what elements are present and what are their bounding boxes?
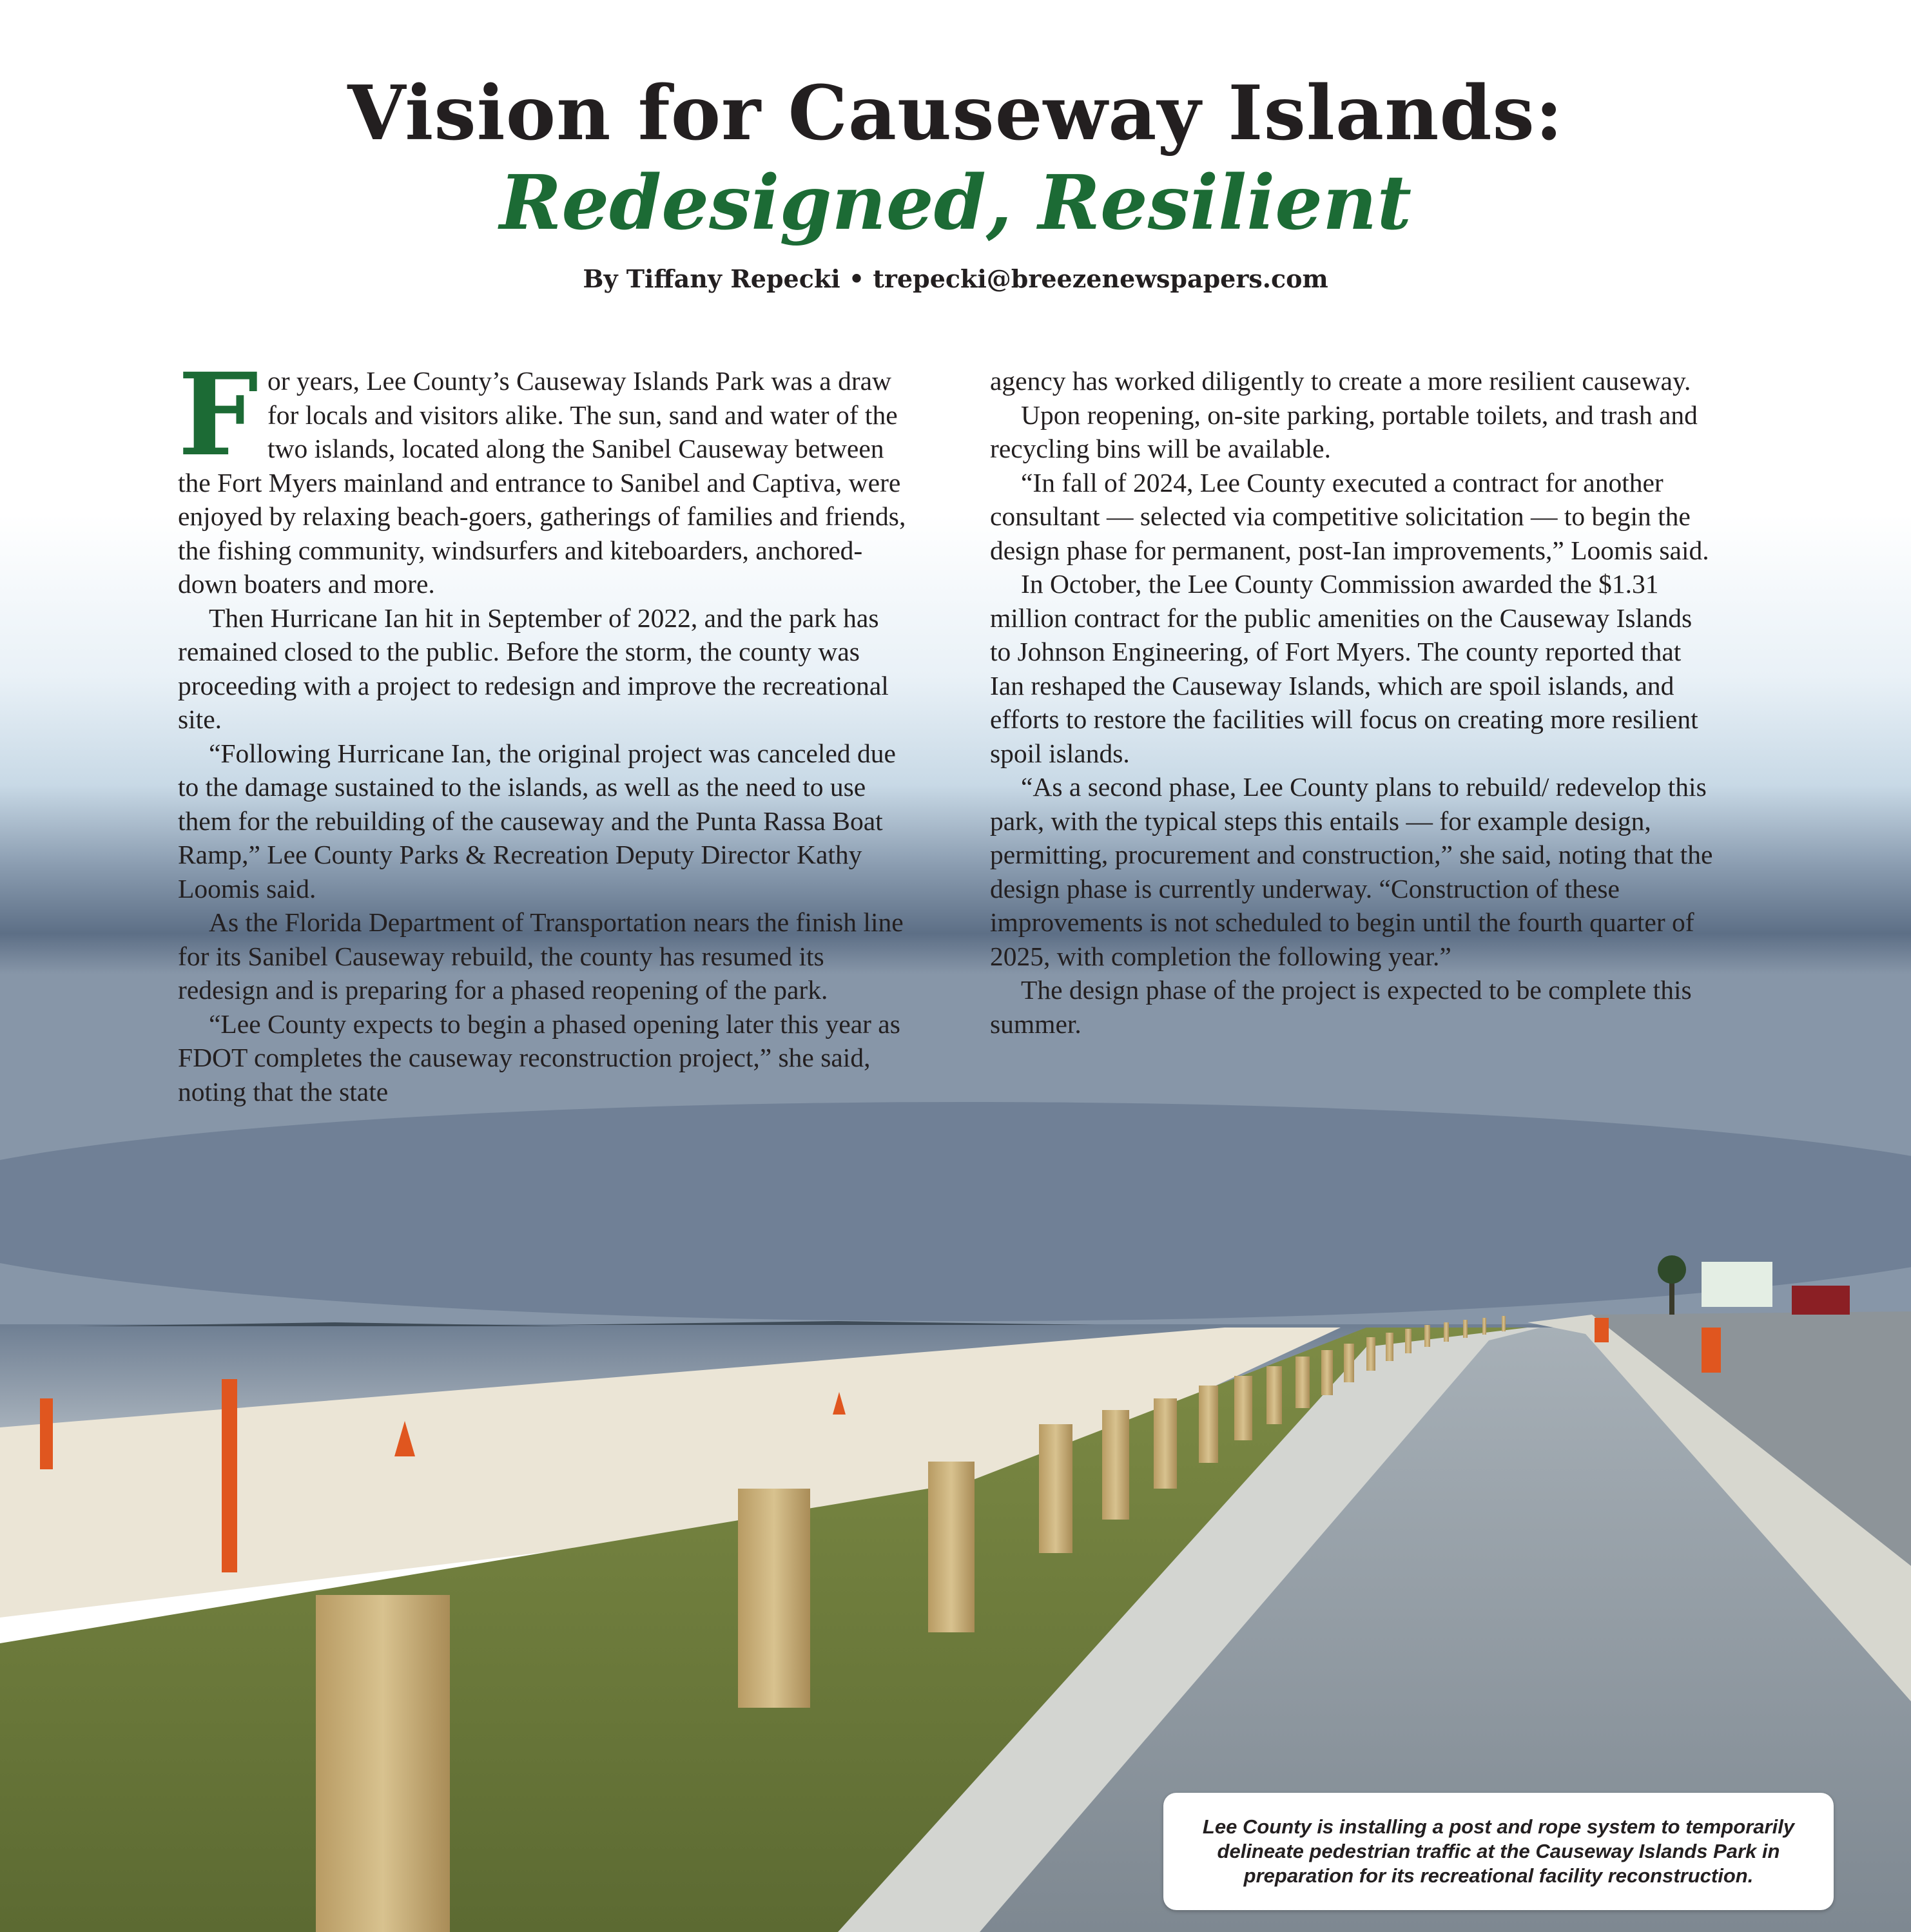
- storm-cloud: [0, 1102, 1911, 1321]
- article-paragraph: “Lee County expects to begin a phased opening later this year as FDOT completes the causeway reconstruction project,” she said, noting that the state: [178, 1009, 900, 1106]
- article-byline: By Tiffany Repecki • trepecki@breezenewspapers.com: [583, 264, 1328, 293]
- article-subtitle: Redesigned, Resilient: [499, 159, 1412, 247]
- article-paragraph: As the Florida Department of Transportation nears the finish line for its Sanibel Causeway rebuild, the county has resumed its redesign and is preparing for a phased reopening of the park.: [178, 907, 904, 1005]
- article-paragraph: “Following Hurricane Ian, the original project was canceled due to the damage sustained to the islands, as well as the need to use them for the rebuilding of the causeway and the Punta Rassa Boat Ramp,” Lee County Parks & Recreation Deputy Director Kathy Loomis said.: [178, 738, 896, 903]
- article-paragraph: For years, Lee County’s Causeway Islands Park was a draw for locals and visitors alike. The sun, sand and water of the two islands, located along the Sanibel Causeway between the Fort Myers mainland and entrance to Sanibel and Captiva, were enjoyed by relaxing beach-goers, gatherings of families and friends, the fishing community, windsurfers and kiteboarders, anchored-down boaters and more.: [178, 348, 906, 599]
- drop-cap: F: [178, 348, 258, 481]
- article-paragraph: “As a second phase, Lee County plans to rebuild/ redevelop this park, with the typical steps this entails — for example design, permitting, procurement and construction,” she said, noting that the design phase is currently underway. “Construction of these improvements is not scheduled to begin until the fourth quarter of 2025, with completion the following year.”: [990, 772, 1713, 971]
- article-paragraph: Upon reopening, on-site parking, portable toilets, and trash and recycling bins will be available.: [990, 400, 1698, 463]
- photo-caption: Lee County is installing a post and rope system to temporarily delineate pedestrian traffic at the Causeway Islands Park in preparation for its recreational facility reconstruction.: [1202, 1815, 1795, 1887]
- article-headline: [0, 71, 1911, 247]
- article-paragraph: Then Hurricane Ian hit in September of 2022, and the park has remained closed to the public. Before the storm, the county was proceeding with a project to redesign and improve the recreational site.: [178, 603, 889, 734]
- article-paragraph: In October, the Lee County Commission awarded the $1.31 million contract for the public amenities on the Causeway Islands to Johnson Engineering, of Fort Myers. The county reported that Ian reshaped the Causeway Islands, which are spoil islands, and efforts to restore the facilities will focus on creating more resilient spoil islands.: [990, 569, 1698, 768]
- article-column-right: [990, 364, 1718, 1041]
- photo-caption-box: [1163, 1793, 1834, 1910]
- article-paragraph: agency has worked diligently to create a more resilient causeway.: [990, 366, 1691, 396]
- article-paragraph: The design phase of the project is expected to be complete this summer.: [990, 975, 1692, 1039]
- article-title: Vision for Causeway Islands:: [347, 70, 1564, 157]
- article-column-left: [178, 348, 906, 1108]
- article-paragraph: “In fall of 2024, Lee County executed a contract for another consultant — selected via competitive solicitation — to begin the design phase for permanent, post-Ian improvements,” Loomis said.: [990, 467, 1709, 565]
